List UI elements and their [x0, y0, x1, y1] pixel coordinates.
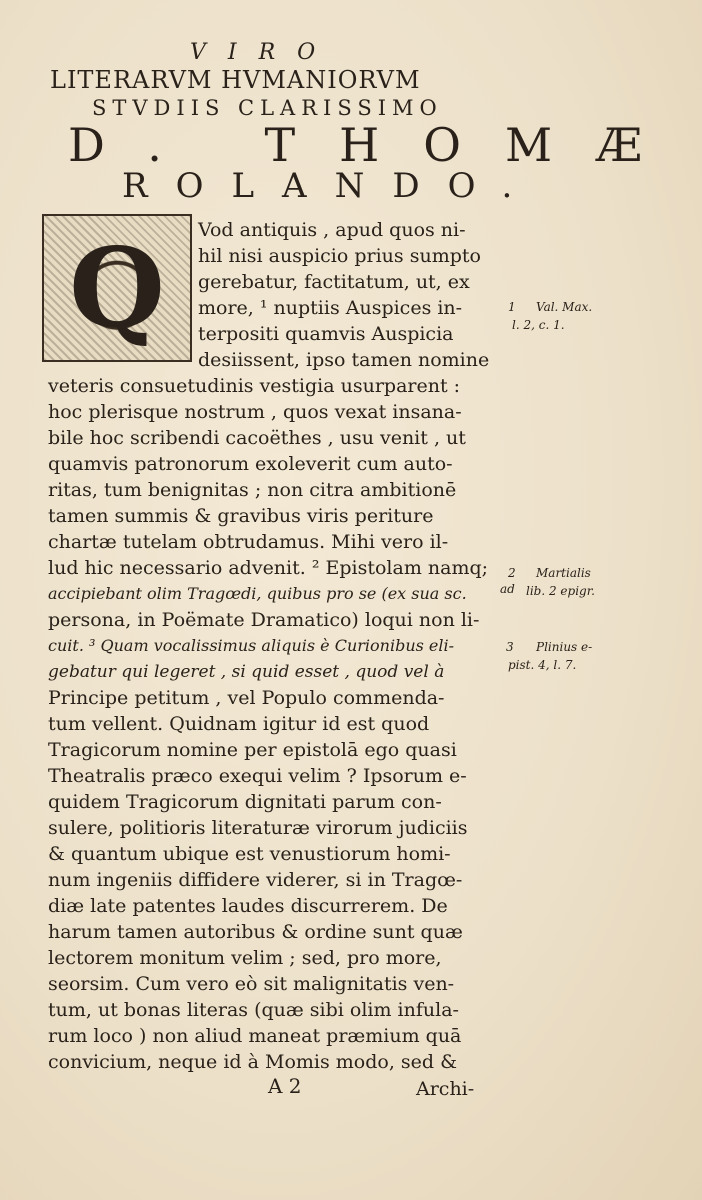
text-line: Theatralis præco exequi velim ? Ipsorum e-	[48, 765, 467, 787]
marginal-note: Val. Max.	[536, 300, 593, 314]
text-line: quamvis patronorum exoleverit cum auto-	[48, 453, 453, 475]
text-line: veteris consuetudinis vestigia usurparent :	[48, 375, 461, 397]
text-line: gerebatur, factitatum, ut, ex	[198, 271, 470, 293]
marginal-note-mark: 1	[508, 300, 516, 314]
text-line: tamen summis & gravibus viris periture	[48, 505, 434, 527]
text-line: lud hic necessario advenit. ² Epistolam namq;	[48, 557, 489, 579]
text-line: gebatur qui legeret , si quid esset , quod vel à	[48, 662, 445, 682]
heading-dedicatee-name: D. THOMÆ	[68, 118, 687, 172]
text-line: bile hoc scribendi cacoëthes , usu venit , ut	[48, 427, 466, 449]
marginal-note-sub: lib. 2 epigr.	[526, 584, 595, 598]
heading-viro: VIRO	[190, 40, 338, 65]
signature-mark: A 2	[268, 1074, 302, 1098]
text-line: more, ¹ nuptiis Auspices in-	[198, 297, 463, 319]
text-line: tum, ut bonas literas (quæ sibi olim infula-	[48, 999, 459, 1021]
marginal-note-sub: pist. 4, l. 7.	[508, 658, 577, 672]
text-line: Principe petitum , vel Populo commenda-	[48, 687, 445, 709]
marginal-note: Martialis	[536, 566, 591, 580]
text-line: hil nisi auspicio prius sumpto	[198, 245, 481, 267]
text-line: cuit. ³ Quam vocalissimus aliquis è Curionibus eli-	[48, 636, 455, 655]
text-line: tum vellent. Quidnam igitur id est quod	[48, 713, 430, 735]
marginal-note-mark: 3	[506, 640, 514, 654]
text-line: num ingeniis diffidere viderer, si in Tragœ-	[48, 869, 463, 891]
text-line: quidem Tragicorum dignitati parum con-	[48, 791, 442, 813]
text-line: lectorem monitum velim ; sed, pro more,	[48, 947, 442, 969]
text-line: Vod antiquis , apud quos ni-	[198, 219, 466, 241]
text-line: hoc plerisque nostrum , quos vexat insana-	[48, 401, 462, 423]
marginal-note-mark: 2	[508, 566, 516, 580]
text-line: convicium, neque id à Momis modo, sed &	[48, 1051, 458, 1073]
marginal-note-sub: l. 2, c. 1.	[512, 318, 565, 332]
heading-literarum: LITERARVM HVMANIORVM	[50, 66, 421, 94]
text-line: rum loco ) non aliud maneat præmium quā	[48, 1025, 462, 1047]
text-line: accipiebant olim Tragœdi, quibus pro se (ex sua sc.	[48, 584, 467, 603]
heading-dedicatee-surname: ROLANDO.	[122, 166, 541, 206]
marginal-note: Plinius e-	[536, 640, 593, 654]
text-line: terpositi quamvis Auspicia	[198, 323, 454, 345]
heading-studiis: STVDIIS CLARISSIMO	[92, 96, 443, 120]
text-line: & quantum ubique est venustiorum homi-	[48, 843, 451, 865]
text-line: desiissent, ipso tamen nomine	[198, 349, 490, 371]
text-line: ritas, tum benignitas ; non citra ambitionē	[48, 479, 457, 501]
marginal-note-ad: ad	[500, 582, 515, 596]
text-line: harum tamen autoribus & ordine sunt quæ	[48, 921, 463, 943]
text-line: chartæ tutelam obtrudamus. Mihi vero il-	[48, 531, 449, 553]
text-line: persona, in Poëmate Dramatico) loqui non li-	[48, 609, 480, 631]
initial-letter: Q	[69, 223, 165, 352]
text-line: diæ late patentes laudes discurrerem. De	[48, 895, 448, 917]
catchword: Archi-	[416, 1078, 475, 1100]
text-line: Tragicorum nomine per epistolā ego quasi	[48, 739, 457, 761]
text-line: sulere, politioris literaturæ virorum judiciis	[48, 817, 468, 839]
text-line: seorsim. Cum vero eò sit malignitatis ven-	[48, 973, 455, 995]
